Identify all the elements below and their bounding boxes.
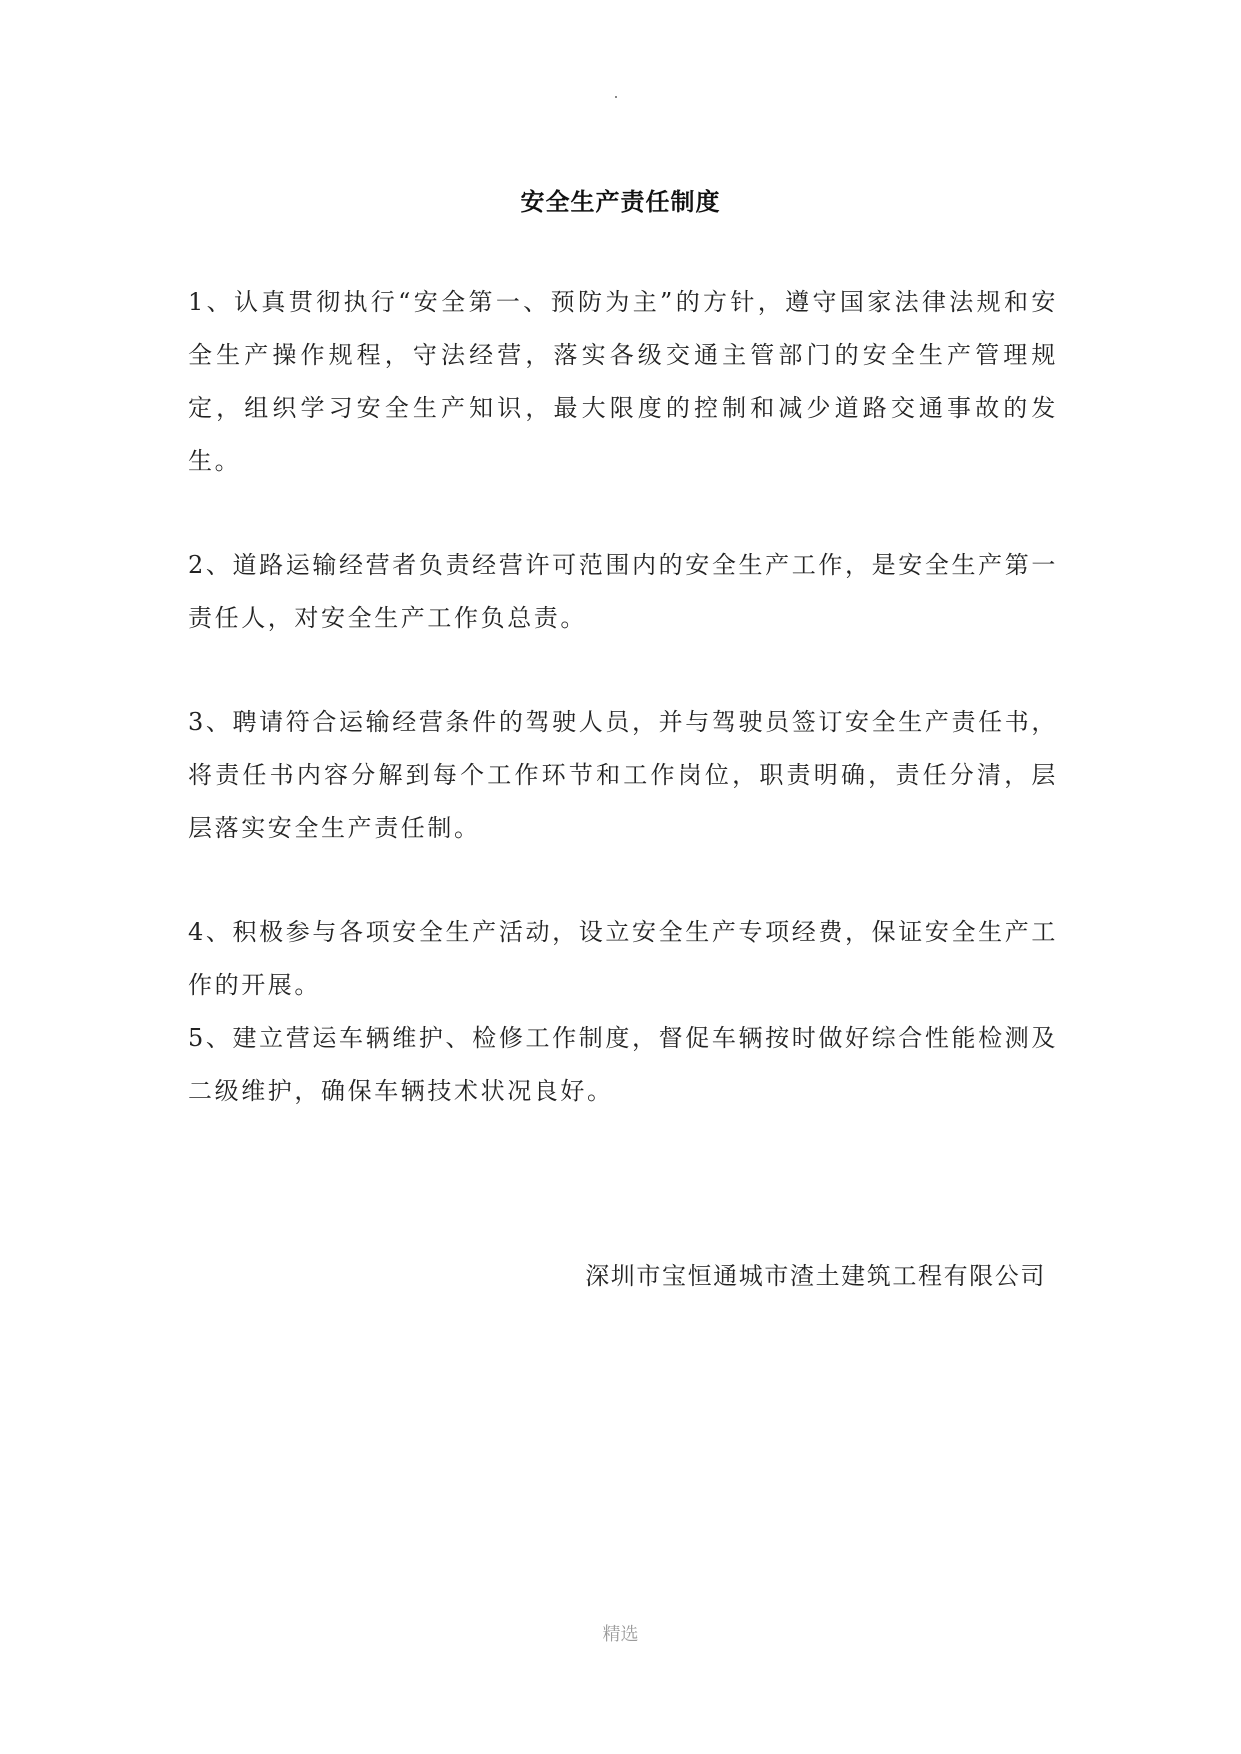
clause-4: 4、积极参与各项安全生产活动，设立安全生产专项经费，保证安全生产工作的开展。 bbox=[188, 918, 1058, 999]
clause-5: 5、建立营运车辆维护、检修工作制度，督促车辆按时做好综合性能检测及二级维护，确保车辆技术状况良好。 bbox=[188, 1024, 1058, 1105]
page-footer: 精选 bbox=[602, 1624, 639, 1645]
clause-1: 1、认真贯彻执行“安全第一、预防为主”的方针，遵守国家法律法规和安全生产操作规程，守法经营，落实各级交通主管部门的安全生产管理规定，组织学习安全生产知识，最大限度的控制和减少道路交通事故的发生。 bbox=[188, 288, 1058, 475]
company-signature: 深圳市宝恒通城市渣土建筑工程有限公司 bbox=[585, 1262, 1046, 1290]
clause-3: 3、聘请符合运输经营条件的驾驶人员，并与驾驶员签订安全生产责任书，将责任书内容分解到每个工作环节和工作岗位，职责明确，责任分清，层层落实安全生产责任制。 bbox=[188, 708, 1058, 842]
clause-2: 2、道路运输经营者负责经营许可范围内的安全生产工作，是安全生产第一责任人，对安全生产工作负总责。 bbox=[188, 551, 1058, 632]
header-mark bbox=[615, 96, 617, 98]
document-title: 安全生产责任制度 bbox=[520, 188, 721, 216]
document-body bbox=[188, 276, 1058, 1118]
